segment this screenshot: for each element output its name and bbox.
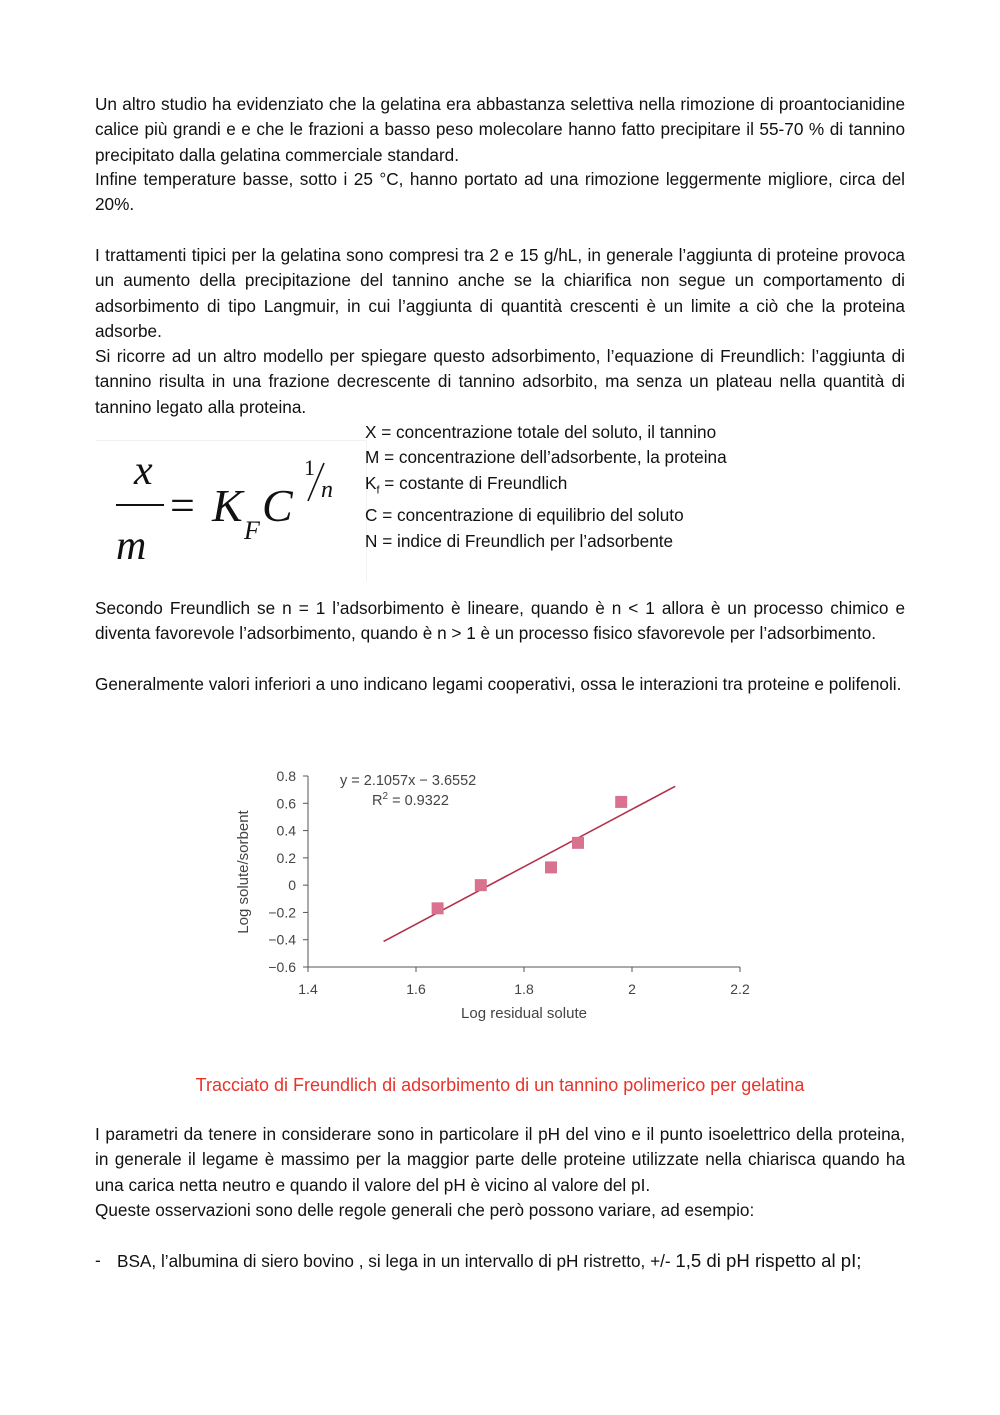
- y-tick-label: 0.2: [276, 849, 296, 866]
- paragraph-cooperative: Generalmente valori inferiori a uno indicano legami cooperativi, ossa le interazioni tra proteine e polifenoli.: [95, 674, 902, 694]
- regression-line: [384, 786, 676, 941]
- regression-equation: y = 2.1057x − 3.6552: [340, 773, 477, 789]
- definitions-list: [365, 420, 727, 554]
- paragraph-freundlich-n: Secondo Freundlich se n = 1 l’adsorbimento è lineare, quando è n < 1 allora è un processo chimico e diventa favorevole l’adsorbimento, quando è n > 1 è un processo fisico sfavorevole per l’adsorbimento.: [95, 598, 905, 644]
- x-tick-label: 2: [628, 981, 636, 997]
- formula-x: x: [134, 448, 153, 494]
- data-point: [432, 902, 444, 914]
- y-axis-label: Log solute/sorbent: [235, 810, 252, 934]
- freundlich-equation: [96, 440, 367, 581]
- formula-K-subscript: F: [244, 516, 260, 545]
- data-point: [615, 796, 627, 808]
- def-kf: [365, 471, 727, 504]
- def-kf-subscript: f: [376, 484, 380, 497]
- paragraph-treatments: I trattamenti tipici per la gelatina sono compresi tra 2 e 15 g/hL, in generale l’aggiunta di proteine provoca un aumento della precipitazione del tannino anche se la chiarifica non segue un comportamento di adsorbimento di tipo Langmuir, in cui l’aggiunta di quantità crescenti è un limite a ciò che la proteina adsorbe.: [95, 245, 905, 341]
- r-squared-value: = 0.9322: [388, 793, 449, 809]
- r-squared-exponent: 2: [382, 791, 389, 802]
- x-tick-label: 1.4: [298, 981, 318, 997]
- paragraph-parameters: I parametri da tenere in considerare sono in particolare il pH del vino e il punto isoelettrico della proteina, in generale il legame è massimo per la maggior parte delle proteine utilizzate nella chiarisca quando ha una carica netta neutro e quando il valore del pH è vicino al valore del pI.: [95, 1124, 905, 1195]
- y-tick-label: 0: [288, 877, 296, 894]
- data-points: [432, 796, 628, 914]
- bullet-text: [117, 1248, 905, 1274]
- r-squared-label: R: [372, 793, 383, 809]
- def-kf-symbol: K: [365, 472, 377, 493]
- r-squared: [372, 791, 449, 809]
- paragraph-observations: Queste osservazioni sono delle regole generali che però possono variare, ad esempio:: [95, 1200, 755, 1220]
- x-tick-label: 2.2: [730, 981, 750, 997]
- figure-caption: Tracciato di Freundlich di adsorbimento di un tannino polimerico per gelatina: [195, 1075, 805, 1095]
- paragraph-temperature: Infine temperature basse, sotto i 25 °C, hanno portato ad una rimozione leggermente migliore, circa del 20%.: [95, 169, 905, 215]
- y-tick-label: −0.4: [268, 931, 296, 948]
- data-point: [572, 837, 584, 849]
- def-kf-text: = costante di Freundlich: [379, 472, 568, 493]
- y-tick-label: 0.6: [276, 795, 296, 812]
- data-point: [475, 879, 487, 891]
- y-tick-label: 0.4: [276, 822, 296, 839]
- bullet-text-a: BSA, l’albumina di siero bovino , si lega in un intervallo di pH ristretto, +/-: [117, 1251, 676, 1271]
- freundlich-plot: [222, 760, 762, 1040]
- bullet-dash: -: [95, 1250, 101, 1270]
- x-axis-ticks: [298, 967, 750, 997]
- x-tick-label: 1.6: [406, 981, 426, 997]
- y-axis-ticks: [268, 768, 308, 975]
- def-m: M = concentrazione dell’adsorbente, la proteina: [365, 447, 727, 468]
- def-x: X = concentrazione totale del soluto, il tannino: [365, 422, 717, 442]
- x-tick-label: 1.8: [514, 981, 534, 997]
- paragraph-freundlich-model: Si ricorre ad un altro modello per spiegare questo adsorbimento, l’equazione di Freundlich: l’aggiunta di tannino risulta in una frazione decrescente di tannino adsorbito, ma senza un plateau nella quantità di tannino legato alla proteina.: [95, 346, 905, 417]
- x-axis-label: Log residual solute: [461, 1005, 587, 1022]
- formula-K: K: [212, 480, 243, 531]
- formula-m: m: [116, 523, 147, 569]
- list-item-bsa: [95, 1248, 905, 1274]
- formula-exponent-num: 1: [304, 455, 315, 480]
- paragraph-gelatin-selectivity: Un altro studio ha evidenziato che la gelatina era abbastanza selettiva nella rimozione di proantocianidine calice più grandi e e che le frazioni a basso peso molecolare hanno fatto precipitare il 55-70 % di tannino precipitato dalla gelatina commerciale standard.: [95, 94, 905, 165]
- formula-equals: =: [170, 481, 195, 530]
- formula-exponent-den: n: [321, 477, 333, 503]
- y-tick-label: 0.8: [276, 768, 296, 784]
- y-tick-label: −0.2: [268, 904, 296, 921]
- def-n: N = indice di Freundlich per l’adsorbente: [365, 530, 674, 551]
- data-point: [545, 861, 557, 873]
- bullet-text-b: 1,5 di pH rispetto al pI;: [675, 1250, 862, 1271]
- y-tick-label: −0.6: [268, 959, 296, 975]
- def-c: C = concentrazione di equilibrio del soluto: [365, 505, 684, 526]
- formula-C: C: [262, 480, 293, 531]
